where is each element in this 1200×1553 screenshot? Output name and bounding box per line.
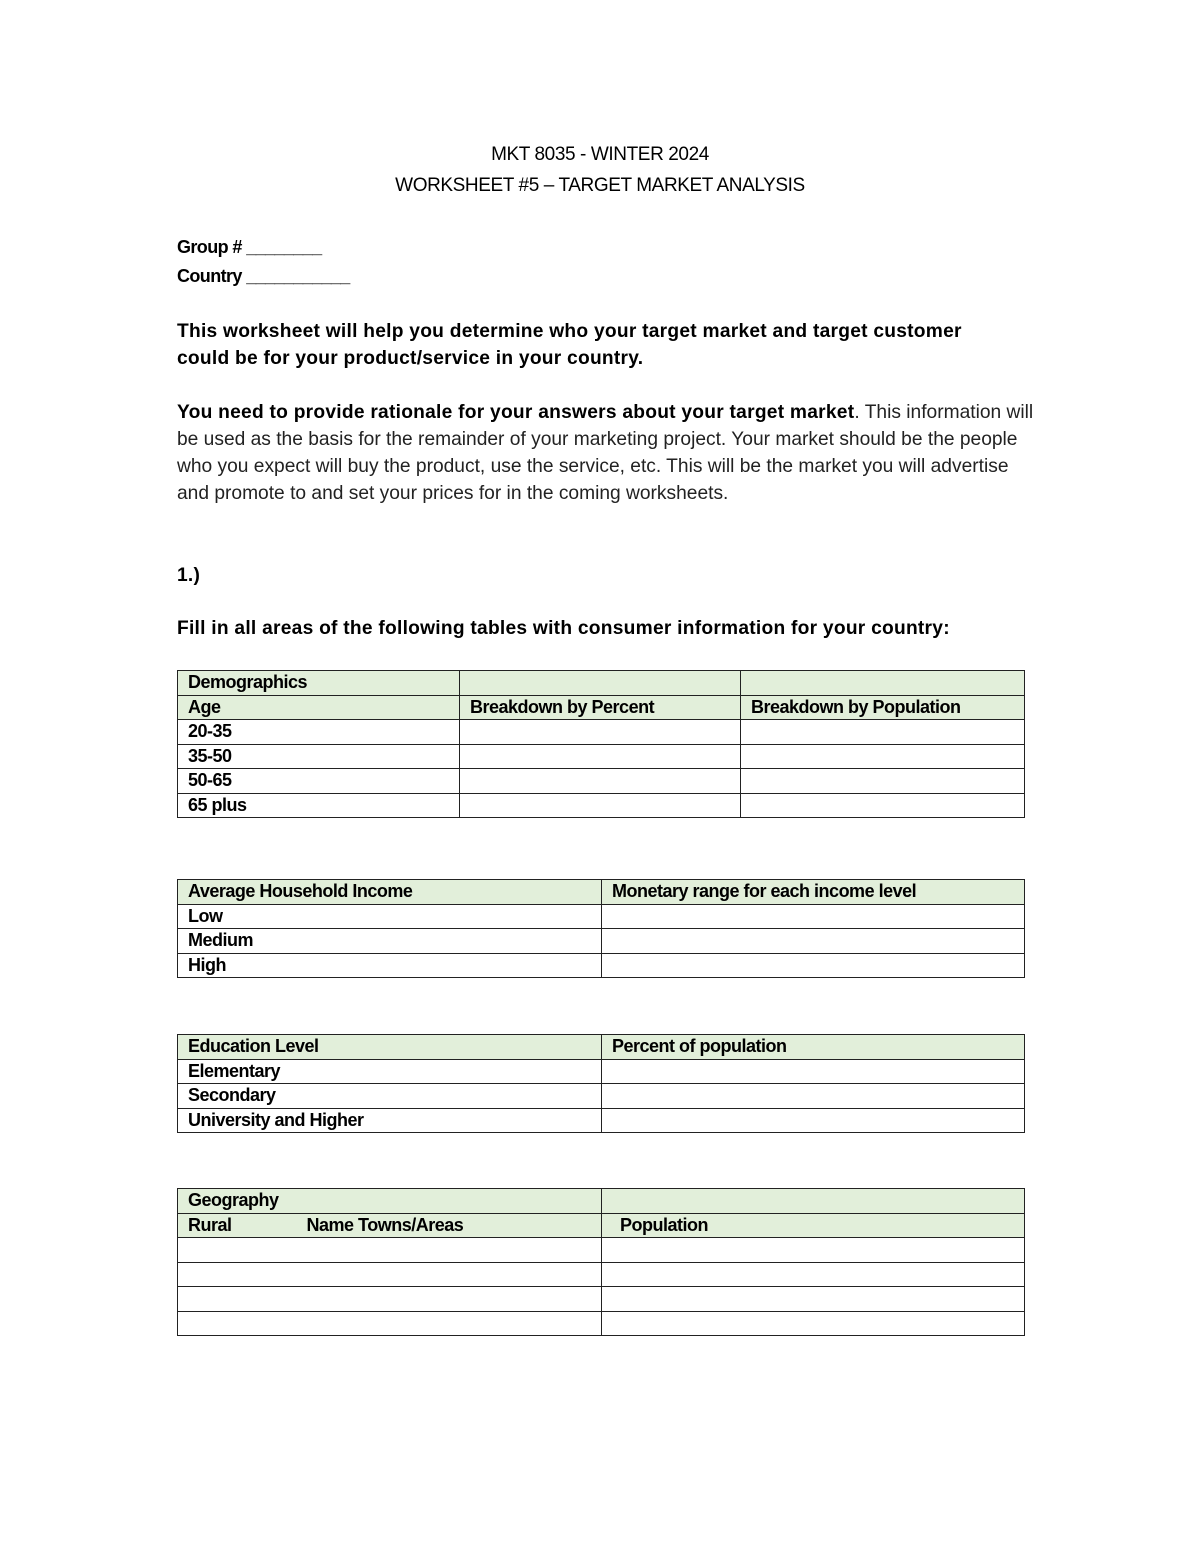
geography-table <box>177 1188 1025 1336</box>
geography-population-header: Population <box>602 1213 1025 1238</box>
income-level-cell: Low <box>178 904 602 929</box>
course-title: MKT 8035 - WINTER 2024 <box>491 144 709 165</box>
income-level-cell: Medium <box>178 929 602 954</box>
demographics-title-cell: Demographics <box>178 671 460 696</box>
name-towns-header: Name Towns/Areas <box>306 1214 464 1235</box>
education-percent-input-cell[interactable] <box>602 1059 1025 1084</box>
geography-title-cell: Geography <box>178 1189 602 1214</box>
table-row <box>178 1238 1025 1263</box>
country-field: Country ___________ <box>177 266 350 286</box>
table-row <box>178 695 1025 720</box>
education-percent-input-cell[interactable] <box>602 1084 1025 1109</box>
table-row <box>178 1262 1025 1287</box>
table-row <box>178 720 1025 745</box>
education-table <box>177 1034 1025 1133</box>
town-population-input-cell[interactable] <box>602 1311 1025 1336</box>
population-input-cell[interactable] <box>741 769 1025 794</box>
range-header: Monetary range for each income level <box>602 880 1025 905</box>
percent-input-cell[interactable] <box>460 769 741 794</box>
table-row <box>178 904 1025 929</box>
range-input-cell[interactable] <box>602 953 1025 978</box>
question-number: 1.) <box>177 565 201 586</box>
demographics-table <box>177 670 1025 818</box>
education-level-cell: Elementary <box>178 1059 602 1084</box>
intro-paragraph: This worksheet will help you determine who your target market and target customer could be for your product/service in your country. <box>177 321 962 369</box>
table-row <box>178 1287 1025 1312</box>
income-table <box>177 879 1025 978</box>
table-row <box>178 880 1025 905</box>
table-row <box>178 953 1025 978</box>
education-percent-input-cell[interactable] <box>602 1108 1025 1133</box>
population-input-cell[interactable] <box>741 720 1025 745</box>
population-header: Breakdown by Population <box>741 695 1025 720</box>
town-input-cell[interactable] <box>178 1238 602 1263</box>
table-row <box>178 793 1025 818</box>
percent-input-cell[interactable] <box>460 720 741 745</box>
empty-cell <box>602 1189 1025 1214</box>
town-input-cell[interactable] <box>178 1311 602 1336</box>
table-row <box>178 1059 1025 1084</box>
income-header: Average Household Income <box>178 880 602 905</box>
empty-cell <box>741 671 1025 696</box>
town-population-input-cell[interactable] <box>602 1287 1025 1312</box>
table-row <box>178 744 1025 769</box>
education-percent-header: Percent of population <box>602 1035 1025 1060</box>
rationale-bold-text: You need to provide rationale for your answers about your target market <box>177 402 855 423</box>
percent-header: Breakdown by Percent <box>460 695 741 720</box>
age-header: Age <box>178 695 460 720</box>
table-row <box>178 929 1025 954</box>
empty-cell <box>460 671 741 696</box>
rationale-paragraph <box>177 399 1037 507</box>
town-input-cell[interactable] <box>178 1262 602 1287</box>
group-number-field: Group # ________ <box>177 237 322 257</box>
range-input-cell[interactable] <box>602 929 1025 954</box>
range-input-cell[interactable] <box>602 904 1025 929</box>
age-range-cell: 35-50 <box>178 744 460 769</box>
worksheet-title: WORKSHEET #5 – TARGET MARKET ANALYSIS <box>395 175 805 196</box>
percent-input-cell[interactable] <box>460 744 741 769</box>
education-level-cell: University and Higher <box>178 1108 602 1133</box>
population-input-cell[interactable] <box>741 793 1025 818</box>
education-header: Education Level <box>178 1035 602 1060</box>
rural-header: Rural <box>188 1214 232 1235</box>
age-range-cell: 50-65 <box>178 769 460 794</box>
question-instruction: Fill in all areas of the following tables with consumer information for your country: <box>177 618 950 639</box>
education-level-cell: Secondary <box>178 1084 602 1109</box>
town-population-input-cell[interactable] <box>602 1262 1025 1287</box>
rationale-body-text: . This information will be used as the basis for the remainder of your marketing project. Your market should be the people who you expect will buy the product, use the service, etc. This will be the market you will advertise and promote to and set your prices for in the coming worksheets. <box>177 402 1034 504</box>
table-row <box>178 1084 1025 1109</box>
rural-header-cell <box>178 1213 602 1238</box>
table-row <box>178 1108 1025 1133</box>
population-input-cell[interactable] <box>741 744 1025 769</box>
table-row <box>178 769 1025 794</box>
town-input-cell[interactable] <box>178 1287 602 1312</box>
percent-input-cell[interactable] <box>460 793 741 818</box>
age-range-cell: 20-35 <box>178 720 460 745</box>
age-range-cell: 65 plus <box>178 793 460 818</box>
income-level-cell: High <box>178 953 602 978</box>
table-row <box>178 1311 1025 1336</box>
table-row <box>178 1035 1025 1060</box>
town-population-input-cell[interactable] <box>602 1238 1025 1263</box>
table-row <box>178 1189 1025 1214</box>
table-row <box>178 1213 1025 1238</box>
table-row <box>178 671 1025 696</box>
